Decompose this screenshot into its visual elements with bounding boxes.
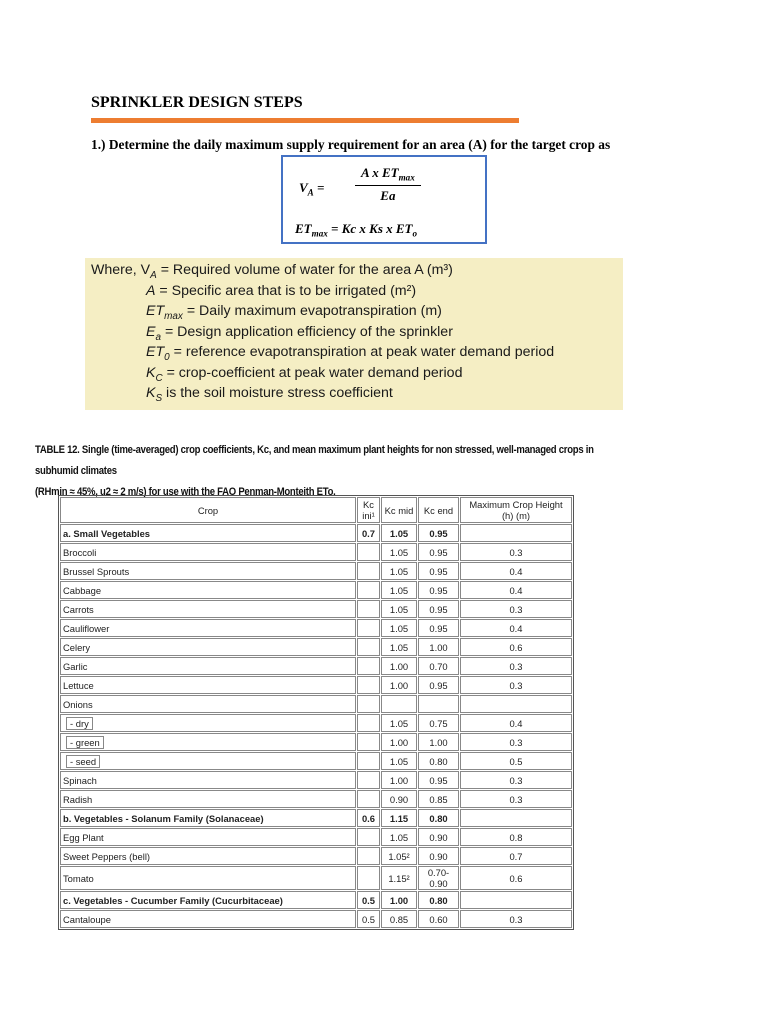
table-cell: 0.7 [357, 524, 380, 542]
table-cell: 0.6 [357, 809, 380, 827]
table-cell: Brussel Sprouts [60, 562, 356, 580]
table-row [60, 524, 572, 542]
table-row [60, 638, 572, 656]
table-cell: 1.00 [381, 733, 417, 751]
table-cell: 0.95 [418, 543, 459, 561]
table-cell: 0.60 [418, 910, 459, 928]
table-cell: 1.05² [381, 847, 417, 865]
table-cell: Radish [60, 790, 356, 808]
definition-line: $ET_{max}$ = Daily maximum evapotranspiration (m) [146, 303, 442, 322]
table-cell [357, 733, 380, 751]
table-row [60, 562, 572, 580]
table-cell: 0.95 [418, 524, 459, 542]
table-cell: 0.90 [418, 847, 459, 865]
table-cell: 0.4 [460, 562, 572, 580]
table-cell [357, 676, 380, 694]
table-row [60, 866, 572, 890]
table-row [60, 790, 572, 808]
table-cell: 0.3 [460, 657, 572, 675]
table-cell [357, 543, 380, 561]
formula-lhs: $V_A$ = [299, 180, 325, 198]
table-cell [357, 562, 380, 580]
definition-line: $ET_0$ = reference evapotranspiration at peak water demand period [146, 344, 555, 363]
table-cell: Spinach [60, 771, 356, 789]
table-cell: Onions [60, 695, 356, 713]
table-cell: 1.05 [381, 524, 417, 542]
table-cell [357, 752, 380, 770]
table-row [60, 600, 572, 618]
table-cell [357, 581, 380, 599]
table-header: Kc ini¹ [357, 497, 380, 523]
table-cell [357, 695, 380, 713]
table-cell: 1.05 [381, 581, 417, 599]
table-row [60, 695, 572, 713]
table-cell: 1.05 [381, 714, 417, 732]
definition-line: Where, $V_A$ = Required volume of water for the area A (m³) [91, 262, 453, 281]
table-cell: 1.05 [381, 600, 417, 618]
table-cell [460, 809, 572, 827]
heading-underline [91, 118, 519, 123]
table-cell: 0.5 [357, 910, 380, 928]
table-cell [418, 695, 459, 713]
table-cell: 0.75 [418, 714, 459, 732]
table-cell: 0.3 [460, 600, 572, 618]
table-row [60, 657, 572, 675]
table-cell: - green [60, 733, 356, 751]
table-cell: 0.85 [418, 790, 459, 808]
table-cell: 1.00 [381, 676, 417, 694]
table-cell [357, 790, 380, 808]
table-cell: - dry [60, 714, 356, 732]
table-cell: 0.5 [357, 891, 380, 909]
table-cell: 0.80 [418, 809, 459, 827]
table-cell: 0.4 [460, 714, 572, 732]
table-cell: 0.3 [460, 790, 572, 808]
table-cell: Egg Plant [60, 828, 356, 846]
table-cell: Cabbage [60, 581, 356, 599]
table-cell: Carrots [60, 600, 356, 618]
table-cell: 0.95 [418, 562, 459, 580]
table-cell [357, 657, 380, 675]
table-cell [357, 866, 380, 890]
table-cell: 0.90 [418, 828, 459, 846]
table-cell: 0.95 [418, 600, 459, 618]
table-cell: 0.95 [418, 619, 459, 637]
table-cell: Cantaloupe [60, 910, 356, 928]
table-cell: 0.95 [418, 676, 459, 694]
table-cell: 0.95 [418, 581, 459, 599]
table-cell [357, 828, 380, 846]
table-row [60, 910, 572, 928]
table-cell: 0.5 [460, 752, 572, 770]
table-row [60, 733, 572, 751]
table-cell: 1.00 [381, 891, 417, 909]
table-cell: 1.05 [381, 752, 417, 770]
table-cell: 0.3 [460, 543, 572, 561]
table-cell: 0.85 [381, 910, 417, 928]
table-cell: 0.80 [418, 891, 459, 909]
table-cell: 0.8 [460, 828, 572, 846]
table-row [60, 619, 572, 637]
table-cell: 0.95 [418, 771, 459, 789]
table-row [60, 828, 572, 846]
table-cell: 1.15 [381, 809, 417, 827]
table-cell: 0.3 [460, 771, 572, 789]
table-header: Kc end [418, 497, 459, 523]
table-cell [460, 695, 572, 713]
table-cell: 1.00 [418, 638, 459, 656]
table-cell: 0.70 [418, 657, 459, 675]
table-cell: 0.6 [460, 638, 572, 656]
table-cell: 0.70-0.90 [418, 866, 459, 890]
table-cell: 0.80 [418, 752, 459, 770]
table-cell: 1.05 [381, 619, 417, 637]
table-cell: 1.15² [381, 866, 417, 890]
table-cell: Tomato [60, 866, 356, 890]
table-cell [357, 600, 380, 618]
table-cell: - seed [60, 752, 356, 770]
table-cell: b. Vegetables - Solanum Family (Solanaceae) [60, 809, 356, 827]
table-cell [460, 891, 572, 909]
table-cell: 1.00 [418, 733, 459, 751]
table-row [60, 676, 572, 694]
table-cell: 0.90 [381, 790, 417, 808]
crop-coefficient-table [58, 495, 574, 930]
table-row [60, 809, 572, 827]
table-header: Maximum Crop Height (h) (m) [460, 497, 572, 523]
table-cell: 0.4 [460, 581, 572, 599]
table-cell: Broccoli [60, 543, 356, 561]
table-cell: Sweet Peppers (bell) [60, 847, 356, 865]
table-row [60, 581, 572, 599]
table-cell: Cauliflower [60, 619, 356, 637]
table-cell: 1.05 [381, 562, 417, 580]
table-cell [357, 847, 380, 865]
table-cell [357, 638, 380, 656]
table-cell: 0.3 [460, 676, 572, 694]
table-cell: Lettuce [60, 676, 356, 694]
table-caption: TABLE 12. Single (time-averaged) crop coefficients, Kc, and mean maximum plant heights for non stressed, well-managed crops in subhumid climates (RHmin ≈ 45%, u2 ≈ 2 m/s) for use with the FAO Penman-Monteith ETo. [35, 444, 594, 498]
table-cell: 1.00 [381, 771, 417, 789]
definition-line: A = Specific area that is to be irrigated (m²) [146, 282, 417, 299]
table-cell [357, 619, 380, 637]
table-cell: Garlic [60, 657, 356, 675]
table-header: Kc mid [381, 497, 417, 523]
table-cell [381, 695, 417, 713]
definition-line: $K_S$ is the soil moisture stress coefficient [146, 385, 393, 404]
table-cell [460, 524, 572, 542]
table-cell: 1.05 [381, 543, 417, 561]
table-cell: 0.6 [460, 866, 572, 890]
page-heading: SPRINKLER DESIGN STEPS [91, 94, 303, 111]
table-row [60, 771, 572, 789]
table-cell [357, 771, 380, 789]
table-row [60, 847, 572, 865]
formula-box [281, 155, 487, 244]
formula-fraction: A x $ET_{max}$ Ea [355, 165, 421, 204]
table-row [60, 891, 572, 909]
table-row [60, 543, 572, 561]
table-cell: 0.3 [460, 733, 572, 751]
table-cell: 1.05 [381, 638, 417, 656]
definition-line: $E_a$ = Design application efficiency of the sprinkler [146, 323, 453, 343]
definition-line: $K_C$ = crop-coefficient at peak water demand period [146, 364, 463, 384]
table-cell: 0.4 [460, 619, 572, 637]
table-row [60, 714, 572, 732]
table-row [60, 752, 572, 770]
table-cell: a. Small Vegetables [60, 524, 356, 542]
step-1-text: 1.) Determine the daily maximum supply requirement for an area (A) for the target crop as [91, 137, 611, 152]
table-header: Crop [60, 497, 356, 523]
table-cell: 1.00 [381, 657, 417, 675]
definitions-box [85, 258, 623, 410]
table-cell: c. Vegetables - Cucumber Family (Cucurbitaceae) [60, 891, 356, 909]
table-cell: 0.3 [460, 910, 572, 928]
table-cell: 0.7 [460, 847, 572, 865]
table-cell [357, 714, 380, 732]
table-cell: Celery [60, 638, 356, 656]
formula-et-max: $ET_{max} = Kc$ x Ks x $ET_o$ [295, 221, 418, 239]
table-cell: 1.05 [381, 828, 417, 846]
